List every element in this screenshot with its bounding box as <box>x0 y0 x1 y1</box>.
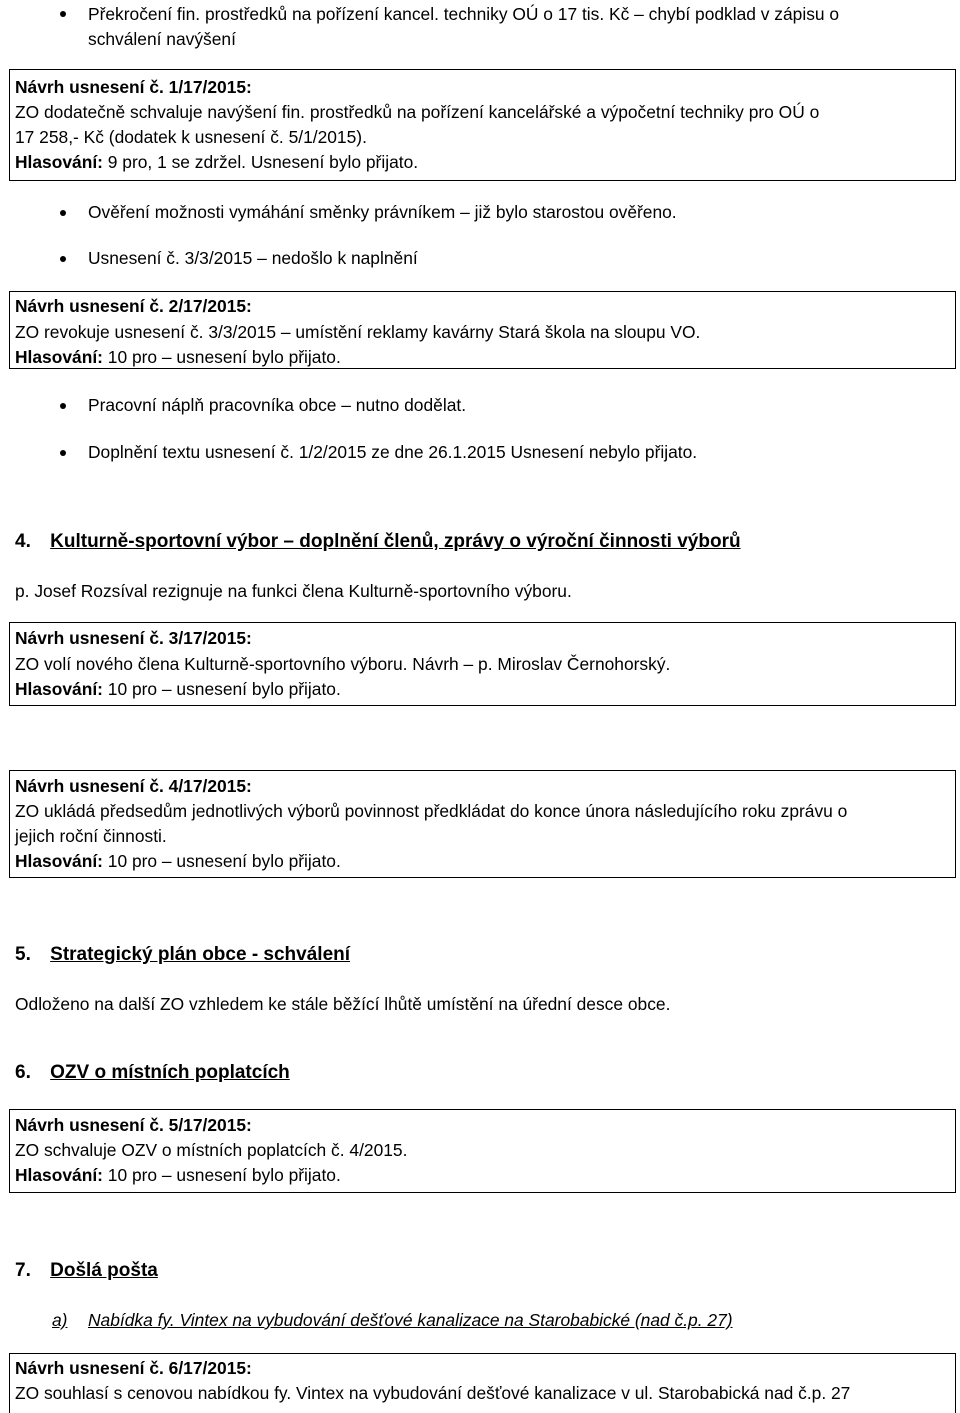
resolution-text-line1: ZO volí nového člena Kulturně-sportovního výboru. Návrh – p. Miroslav Černohorský. <box>15 654 671 674</box>
resolution-title: Návrh usnesení č. 3/17/2015: <box>15 628 252 648</box>
bullet-text: Pracovní náplň pracovníka obce – nutno dodělat. <box>88 395 467 415</box>
bullet-icon <box>60 210 66 216</box>
vote-text: 10 pro – usnesení bylo přijato. <box>102 1165 341 1185</box>
resolution-vote <box>15 1163 341 1188</box>
resolution-title: Návrh usnesení č. 5/17/2015: <box>15 1115 252 1135</box>
resolution-text-line1: ZO ukládá předsedům jednotlivých výborů povinnost předkládat do konce února následujícího roku zprávu o <box>15 801 848 821</box>
resolution-vote <box>15 849 341 874</box>
mail-item-text: Nabídka fy. Vintex na vybudování dešťové kanalizace na Starobabické (nad č.p. 27) <box>88 1310 733 1330</box>
section-5-text: Odloženo na další ZO vzhledem ke stále běžící lhůtě umístění na úřední desce obce. <box>15 994 671 1014</box>
resolution-text-line2: jejich roční činnosti. <box>15 826 167 846</box>
vote-label: Hlasování: <box>15 347 103 367</box>
vote-text: 10 pro – usnesení bylo přijato. <box>102 679 341 699</box>
section-title: Strategický plán obce - schválení <box>50 944 351 965</box>
vote-label: Hlasování: <box>15 152 103 172</box>
section-4-text: p. Josef Rozsíval rezignuje na funkci člena Kulturně-sportovního výboru. <box>15 581 572 601</box>
section-title: Došlá pošta <box>50 1260 158 1281</box>
resolution-text-line1: ZO revokuje usnesení č. 3/3/2015 – umístění reklamy kavárny Stará škola na sloupu VO. <box>15 322 701 342</box>
bullet-text-line1: Překročení fin. prostředků na pořízení kancel. techniky OÚ o 17 tis. Kč – chybí podklad v zápisu o <box>88 4 840 24</box>
bullet-icon <box>60 256 66 262</box>
vote-label: Hlasování: <box>15 851 103 871</box>
section-heading-6 <box>15 1062 290 1084</box>
bullet-icon <box>60 450 66 456</box>
vote-text: 10 pro – usnesení bylo přijato. <box>102 347 341 367</box>
section-number: 4. <box>15 531 31 552</box>
vote-text: 10 pro – usnesení bylo přijato. <box>102 851 341 871</box>
bullet-icon <box>60 403 66 409</box>
resolution-text-line1: ZO dodatečně schvaluje navýšení fin. prostředků na pořízení kancelářské a výpočetní techniky pro OÚ o <box>15 102 820 122</box>
vote-label: Hlasování: <box>15 1165 103 1185</box>
resolution-title: Návrh usnesení č. 6/17/2015: <box>15 1358 252 1378</box>
section-number: 6. <box>15 1062 31 1083</box>
section-number: 7. <box>15 1260 31 1281</box>
resolution-title: Návrh usnesení č. 1/17/2015: <box>15 77 252 97</box>
resolution-vote <box>15 345 341 370</box>
section-heading-7 <box>15 1260 158 1282</box>
vote-label: Hlasování: <box>15 679 103 699</box>
bullet-icon <box>60 11 66 17</box>
resolution-title: Návrh usnesení č. 4/17/2015: <box>15 776 252 796</box>
section-number: 5. <box>15 944 31 965</box>
resolution-text-line1: ZO souhlasí s cenovou nabídkou fy. Vintex na vybudování dešťové kanalizace v ul. Starobabická nad č.p. 27 <box>15 1383 851 1403</box>
bullet-text: Usnesení č. 3/3/2015 – nedošlo k naplnění <box>88 248 418 268</box>
section-heading-5 <box>15 944 350 966</box>
bullet-text: Ověření možnosti vymáhání směnky právníkem – již bylo starostou ověřeno. <box>88 202 677 222</box>
resolution-vote <box>15 150 418 175</box>
resolution-text-line1: ZO schvaluje OZV o místních poplatcích č. 4/2015. <box>15 1140 408 1160</box>
bullet-text-line2: schválení navýšení <box>88 29 236 49</box>
mail-item-label: a) <box>52 1310 68 1330</box>
resolution-vote <box>15 677 341 702</box>
section-title: Kulturně-sportovní výbor – doplnění členů, zprávy o výroční činnosti výborů <box>50 531 741 552</box>
resolution-title: Návrh usnesení č. 2/17/2015: <box>15 296 252 316</box>
vote-text: 9 pro, 1 se zdržel. Usnesení bylo přijato. <box>102 152 419 172</box>
resolution-text-line2: 17 258,- Kč (dodatek k usnesení č. 5/1/2015). <box>15 127 367 147</box>
section-title: OZV o místních poplatcích <box>50 1062 290 1083</box>
bullet-text: Doplnění textu usnesení č. 1/2/2015 ze dne 26.1.2015 Usnesení nebylo přijato. <box>88 442 698 462</box>
section-heading-4 <box>15 531 741 553</box>
